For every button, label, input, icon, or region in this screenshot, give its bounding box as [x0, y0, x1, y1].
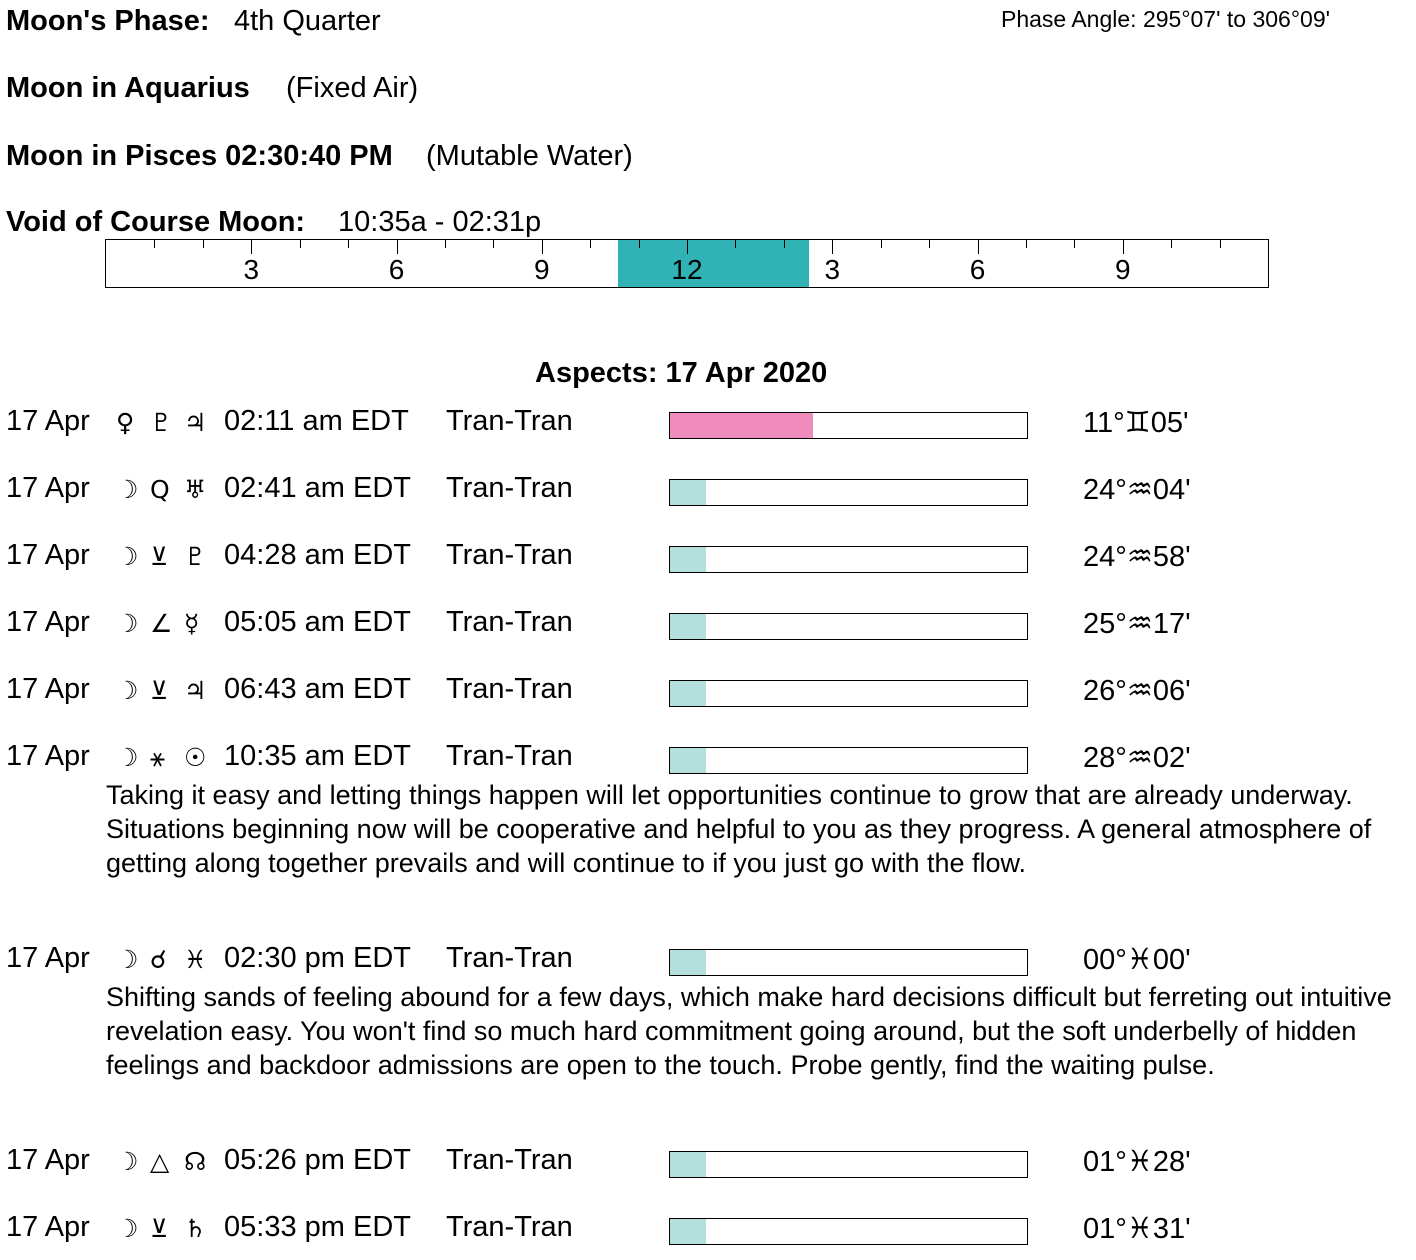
aspect-row [0, 472, 1416, 512]
aspect-strength-bar [669, 613, 1028, 640]
aspect-strength-fill [670, 614, 706, 639]
aspect-position: 28°♒02' [1083, 742, 1191, 774]
timeline-tick [929, 240, 930, 248]
moon-phase-value: 4th Quarter [234, 5, 381, 37]
planet-1-glyph: ☽ [116, 1147, 139, 1176]
timeline-hour-label: 6 [969, 254, 986, 285]
moon-ingress: Moon in Pisces 02:30:40 PM [6, 140, 393, 172]
aspect-row [0, 606, 1416, 646]
aspect-glyph: ☌ [150, 945, 167, 974]
aspect-glyph: ∠ [150, 609, 173, 638]
aspect-strength-bar [669, 546, 1028, 573]
voc-label: Void of Course Moon: [6, 206, 306, 238]
timeline-tick [493, 240, 494, 248]
aspect-time: 06:43 am EDT [224, 673, 411, 705]
aspect-row [0, 1144, 1416, 1184]
aspect-position: 26°♒06' [1083, 675, 1191, 707]
timeline-tick [832, 240, 833, 254]
aspect-strength-fill [670, 547, 706, 572]
aspect-type: Tran-Tran [446, 740, 573, 772]
aspect-strength-bar [669, 479, 1028, 506]
aspect-time: 05:05 am EDT [224, 606, 411, 638]
timeline-tick [203, 240, 204, 248]
aspect-position: 01°♓31' [1083, 1213, 1191, 1245]
planet-2-glyph: ☊ [184, 1147, 207, 1176]
timeline-tick [735, 240, 736, 248]
timeline-hour-label: 9 [533, 254, 550, 285]
aspect-row [0, 1211, 1416, 1251]
aspect-type: Tran-Tran [446, 472, 573, 504]
timeline-tick [251, 240, 252, 254]
timeline-tick [1074, 240, 1075, 248]
aspect-date: 17 Apr [6, 472, 90, 504]
aspect-row [0, 942, 1416, 982]
aspect-date: 17 Apr [6, 740, 90, 772]
moon-phase-label: Moon's Phase: [6, 5, 210, 37]
planet-1-glyph: ♀ [116, 408, 135, 437]
aspect-time: 02:41 am EDT [224, 472, 411, 504]
aspect-date: 17 Apr [6, 942, 90, 974]
aspect-strength-bar [669, 949, 1028, 976]
aspect-position: 01°♓28' [1083, 1146, 1191, 1178]
timeline-hour-label: 3 [243, 254, 260, 285]
moon-sign: Moon in Aquarius [6, 72, 250, 104]
planet-2-glyph: ♅ [184, 475, 207, 504]
planet-2-glyph: ☿ [184, 609, 200, 638]
moon-sign-element: (Fixed Air) [286, 72, 419, 104]
aspect-type: Tran-Tran [446, 1144, 573, 1176]
aspect-time: 05:26 pm EDT [224, 1144, 411, 1176]
aspect-type: Tran-Tran [446, 606, 573, 638]
aspect-row [0, 405, 1416, 445]
planet-1-glyph: ☽ [116, 945, 139, 974]
aspect-time: 04:28 am EDT [224, 539, 411, 571]
planet-1-glyph: ☽ [116, 475, 139, 504]
aspect-type: Tran-Tran [446, 673, 573, 705]
aspect-date: 17 Apr [6, 1211, 90, 1243]
aspect-strength-fill [670, 1152, 706, 1177]
timeline-tick [1220, 240, 1221, 248]
aspect-glyph: Q [150, 475, 170, 504]
aspect-date: 17 Apr [6, 405, 90, 437]
planet-2-glyph: ♇ [184, 542, 207, 571]
aspect-strength-fill [670, 480, 706, 505]
planet-1-glyph: ☽ [116, 542, 139, 571]
aspect-glyph: △ [150, 1147, 170, 1176]
aspect-strength-fill [670, 1219, 706, 1244]
planet-1-glyph: ☽ [116, 676, 139, 705]
aspect-strength-fill [670, 950, 706, 975]
timeline-tick [590, 240, 591, 248]
aspect-strength-fill [670, 748, 706, 773]
timeline-hour-label: 12 [671, 254, 703, 285]
timeline-tick [1123, 240, 1124, 254]
aspects-title: Aspects: 17 Apr 2020 [535, 357, 828, 389]
aspect-strength-fill [670, 681, 706, 706]
timeline-tick [881, 240, 882, 248]
timeline-tick [687, 240, 688, 254]
aspect-glyph: ⊻ [150, 676, 169, 705]
timeline-tick [978, 240, 979, 254]
timeline-tick [348, 240, 349, 248]
aspect-strength-bar [669, 1151, 1028, 1178]
aspect-date: 17 Apr [6, 673, 90, 705]
planet-1-glyph: ☽ [116, 1214, 139, 1243]
aspect-position: 00°♓00' [1083, 944, 1191, 976]
planet-1-glyph: ☽ [116, 743, 139, 772]
aspect-glyph: ⊻ [150, 542, 169, 571]
aspect-description: Shifting sands of feeling abound for a few days, which make hard decisions difficult but ferreting out intuitive revelation easy. You won't find so much hard commitment going around, but the soft underbelly of hidden feelings and backdoor admissions are open to the touch. Probe gently, find the waiting pulse. [106, 982, 1392, 1080]
aspect-row [0, 673, 1416, 713]
planet-2-glyph: ♓ [184, 945, 207, 974]
aspect-type: Tran-Tran [446, 1211, 573, 1243]
timeline-tick [300, 240, 301, 248]
aspect-glyph: ⚹ [150, 743, 166, 772]
aspect-position: 11°♊05' [1083, 407, 1189, 439]
aspect-position: 25°♒17' [1083, 608, 1191, 640]
aspect-time: 02:30 pm EDT [224, 942, 411, 974]
planet-1-glyph: ☽ [116, 609, 139, 638]
aspect-description: Taking it easy and letting things happen will let opportunities continue to grow that are already underway. Situations beginning now will be cooperative and helpful to you as they progress. A general atmosphere of getting along together prevails and will continue to if you just go with the flow. [106, 780, 1372, 878]
aspect-time: 10:35 am EDT [224, 740, 411, 772]
timeline-tick [1171, 240, 1172, 248]
planet-2-glyph: ☉ [184, 743, 207, 772]
voc-value: 10:35a - 02:31p [338, 206, 542, 238]
timeline-hour-label: 9 [1114, 254, 1131, 285]
aspect-position: 24°♒04' [1083, 474, 1191, 506]
aspect-row [0, 539, 1416, 579]
aspect-strength-bar [669, 680, 1028, 707]
timeline-tick [1026, 240, 1027, 248]
aspect-date: 17 Apr [6, 1144, 90, 1176]
planet-2-glyph: ♃ [184, 676, 207, 705]
moon-ingress-element: (Mutable Water) [426, 140, 633, 172]
timeline-hour-label: 3 [824, 254, 841, 285]
aspect-strength-fill [670, 413, 813, 438]
timeline-tick [542, 240, 543, 254]
aspect-type: Tran-Tran [446, 539, 573, 571]
phase-angle: Phase Angle: 295°07' to 306°09' [1001, 6, 1330, 32]
aspect-glyph: ♇ [150, 408, 173, 437]
aspect-row [0, 740, 1416, 780]
aspect-type: Tran-Tran [446, 405, 573, 437]
aspect-strength-bar [669, 747, 1028, 774]
aspect-glyph: ⊻ [150, 1214, 169, 1243]
aspect-type: Tran-Tran [446, 942, 573, 974]
aspect-time: 02:11 am EDT [224, 405, 409, 437]
aspect-date: 17 Apr [6, 606, 90, 638]
planet-2-glyph: ♄ [184, 1214, 207, 1243]
aspect-strength-bar [669, 412, 1028, 439]
void-of-course-bar [618, 240, 809, 287]
planet-2-glyph: ♃ [184, 408, 207, 437]
aspect-date: 17 Apr [6, 539, 90, 571]
timeline-tick [639, 240, 640, 248]
timeline-hour-label: 6 [388, 254, 405, 285]
aspect-time: 05:33 pm EDT [224, 1211, 411, 1243]
aspect-strength-bar [669, 1218, 1028, 1245]
void-of-course-timeline [105, 239, 1269, 288]
aspect-position: 24°♒58' [1083, 541, 1191, 573]
timeline-tick [397, 240, 398, 254]
timeline-tick [784, 240, 785, 248]
timeline-tick [154, 240, 155, 248]
timeline-tick [445, 240, 446, 248]
